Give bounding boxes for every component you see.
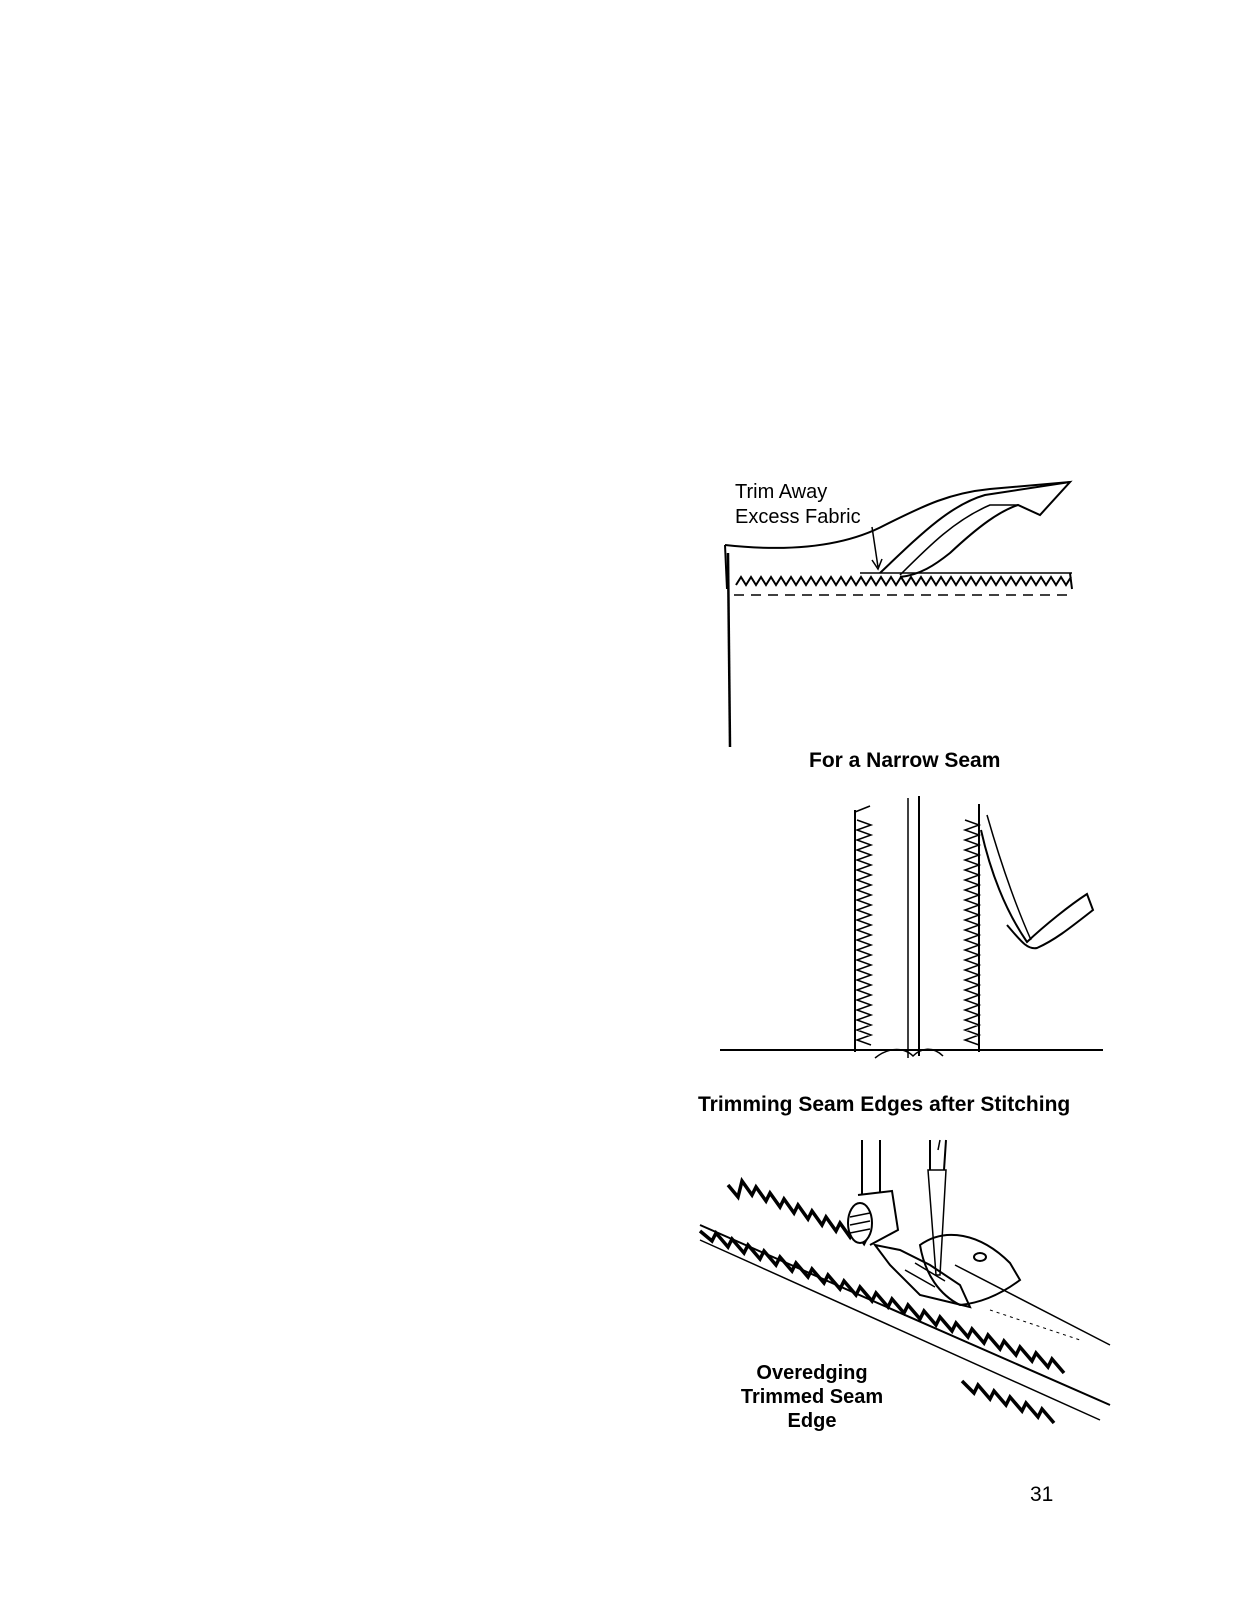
callout-line: Overedging <box>756 1362 868 1384</box>
callout-line: Edge <box>787 1410 837 1432</box>
callout-line: Trimmed Seam <box>740 1386 884 1408</box>
trim-away-callout <box>735 480 861 530</box>
callout-line: Excess Fabric <box>735 506 861 528</box>
callout-line: Trim Away <box>735 481 828 503</box>
trimming-seam-illustration <box>715 790 1115 1065</box>
trimming-caption: Trimming Seam Edges after Stitching <box>698 1093 1071 1116</box>
overedging-callout <box>722 1361 902 1433</box>
page-number: 31 <box>1030 1483 1054 1506</box>
narrow-seam-caption: For a Narrow Seam <box>809 749 1001 772</box>
